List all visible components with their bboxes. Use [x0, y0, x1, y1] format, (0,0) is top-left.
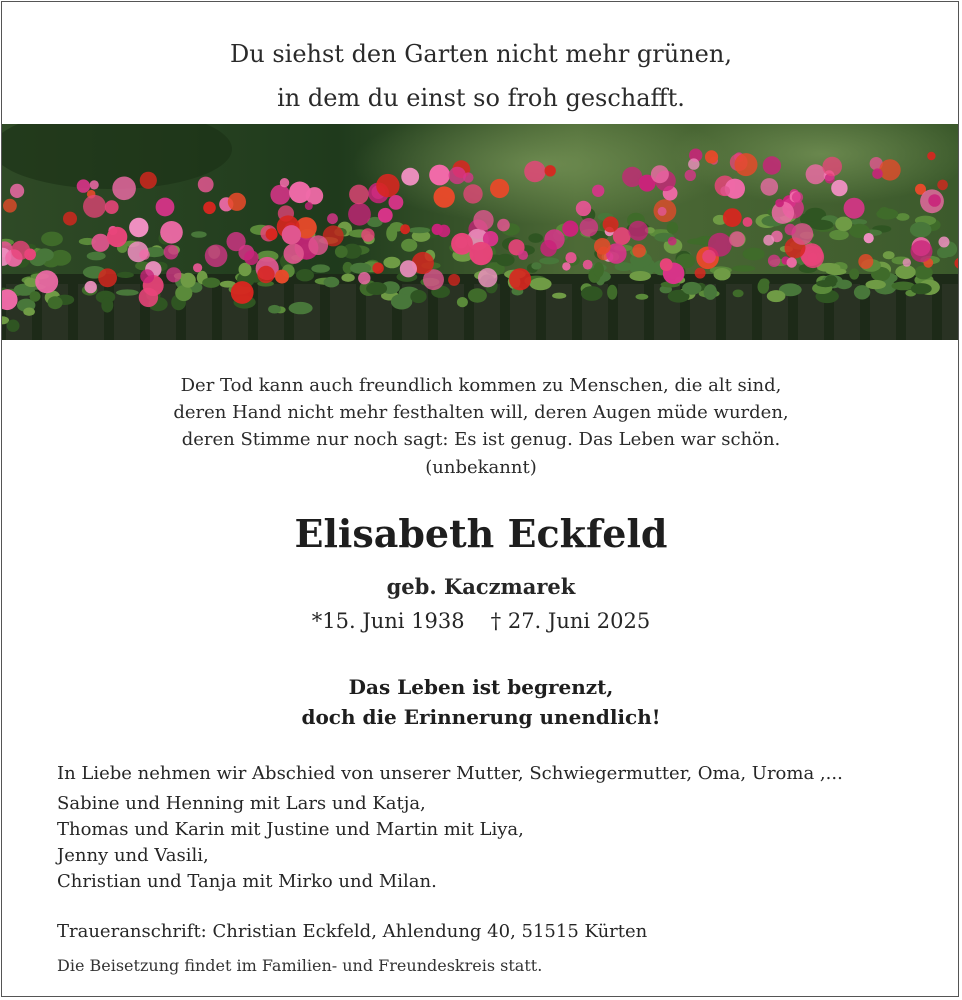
death-date: † 27. Juni 2025	[490, 609, 651, 633]
deceased-name: Elisabeth Eckfeld	[294, 511, 668, 556]
quote-source: (unbekannt)	[425, 457, 537, 478]
birth-name: geb. Kaczmarek	[386, 574, 576, 599]
birth-date: *15. Juni 1938	[311, 609, 465, 633]
flower-box-photo	[2, 124, 959, 340]
quote-line: deren Hand nicht mehr festhalten will, deren Augen müde wurden,	[173, 402, 789, 423]
life-dates	[2, 605, 959, 637]
mourner-line: Jenny und Vasili,	[57, 845, 209, 866]
mourners-intro: In Liebe nehmen wir Abschied von unserer Mutter, Schwiegermutter, Oma, Uroma ,...	[57, 763, 843, 784]
quote-line: Der Tod kann auch freundlich kommen zu Menschen, die alt sind,	[180, 375, 782, 396]
saying-line: doch die Erinnerung unendlich!	[301, 705, 661, 729]
mourner-line: Sabine und Henning mit Lars und Katja,	[57, 793, 426, 814]
motto-line: in dem du einst so froh geschafft.	[277, 84, 685, 112]
motto-verse	[2, 32, 959, 120]
quote	[2, 372, 959, 453]
saying-line: Das Leben ist begrenzt,	[348, 675, 614, 699]
motto-line: Du siehst den Garten nicht mehr grünen,	[230, 40, 732, 68]
mourner-line: Thomas und Karin mit Justine und Martin mit Liya,	[57, 819, 524, 840]
mourning-address: Traueranschrift: Christian Eckfeld, Ahlendung 40, 51515 Kürten	[57, 921, 648, 942]
mourner-line: Christian und Tanja mit Mirko und Milan.	[57, 871, 437, 892]
burial-note: Die Beisetzung findet im Familien- und Freundeskreis statt.	[57, 956, 543, 975]
quote-line: deren Stimme nur noch sagt: Es ist genug. Das Leben war schön.	[181, 429, 781, 450]
memorial-saying	[2, 672, 959, 732]
mourners-block	[57, 761, 843, 895]
obituary-notice	[1, 1, 959, 997]
